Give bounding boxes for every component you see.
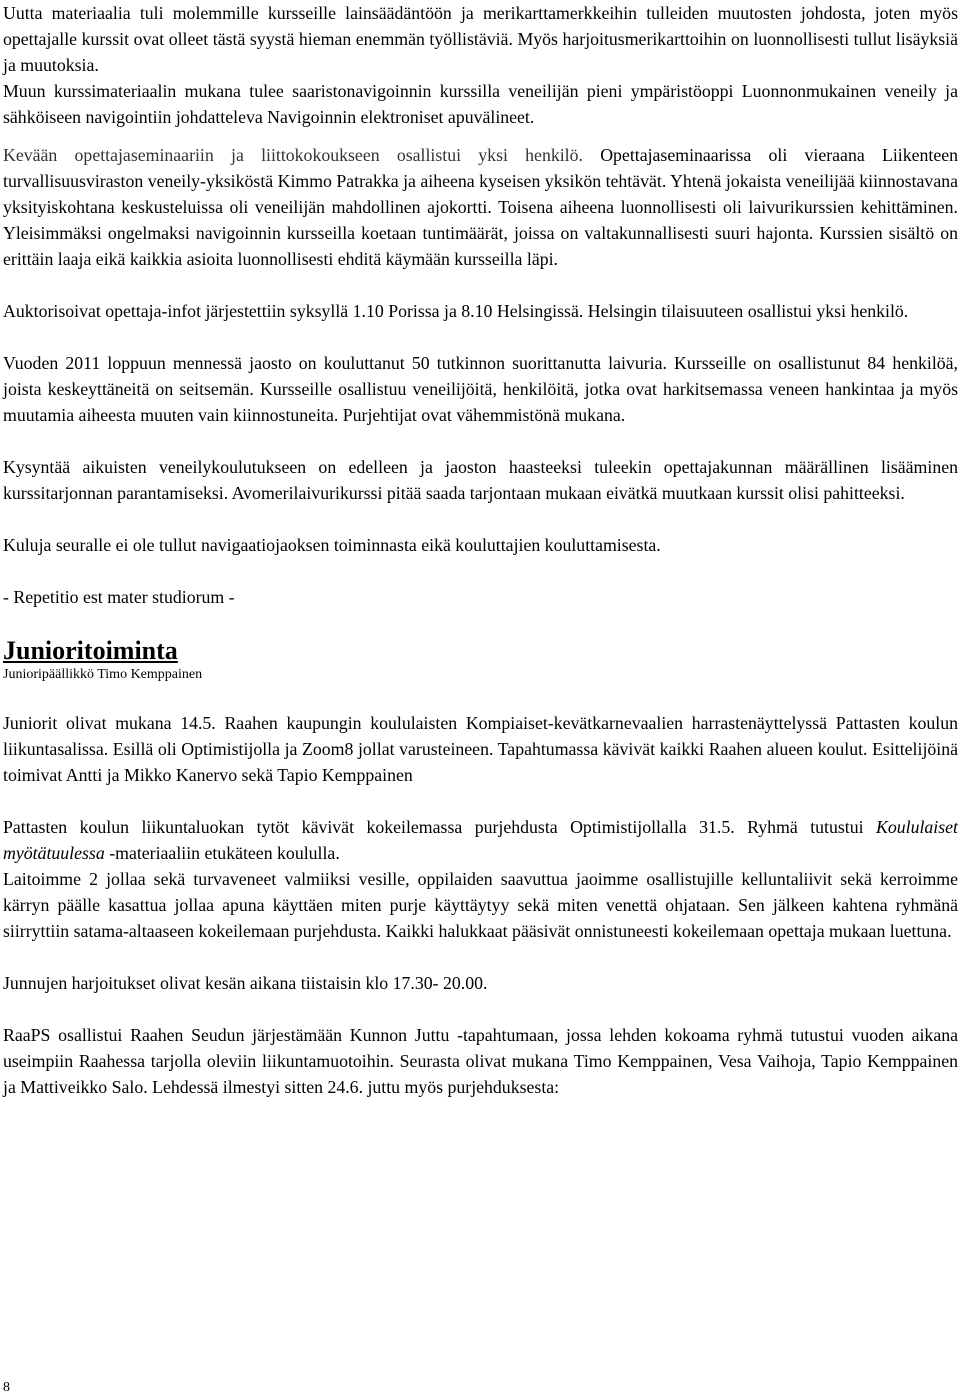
motto: - Repetitio est mater studiorum - [3, 587, 235, 607]
school-trial-text-end: -materiaaliin etukäteen koululla. [104, 843, 340, 863]
paragraph-kunnon-juttu: RaaPS osallistui Raahen Seudun järjestämään Kunnon Juttu -tapahtumaan, jossa lehden kokoama ryhmä tutustui vuoden aikana useimpiin Raahessa tarjolla oleviin liikuntamuotoihin. Seurasta olivat mukana Timo Kemppainen, Vesa Vaihoja, Tapio Kemppainen ja Mattiveikko Salo. Lehdessä ilmestyi sitten 24.6. juttu myös purjehduksesta: [3, 1025, 958, 1097]
material-title: Koululaiset myötätuulessa [3, 817, 958, 863]
paragraph-material-updates: Uutta materiaalia tuli molemmille kursseille lainsäädäntöön ja merikarttamerkkeihin tulleiden muutosten johdosta, joten myös opettajalle kurssit ovat olleet tästä syystä hieman enemmän työllistäviä. Myös harjoitusmerikarttoihin on luonnollisesti tullut lisäyksiä ja muutoksia. [3, 3, 958, 75]
section-subtitle: Junioripäällikkö Timo Kemppainen [3, 667, 203, 682]
paragraph-boat-preparation: Laitoimme 2 jollaa sekä turvaveneet valmiiksi vesille, oppilaiden saavuttua jaoimme osallistujille kelluntaliivit sekä kerroimme kärryn päälle kasattua jollaa apuna käyttäen miten purje käyttäytyy sekä miten venettä ohjataan. Sen jälkeen kahtena ryhmänä siirryttiin satama-altaaseen kokeilemaan purjehdusta. Kaikki halukkaat pääsivät onnistuneesti kokeilemaan opettaja mukaan luettuna. [3, 869, 958, 941]
paragraph-practice-times: Junnujen harjoitukset olivat kesän aikana tiistaisin klo 17.30- 20.00. [3, 973, 488, 993]
section-title: Junioritoiminta [3, 636, 178, 665]
school-trial-text-start: Pattasten koulun liikuntaluokan tytöt kävivät kokeilemassa purjehdusta Optimistijollalla 31.5. Ryhmä tutustui [3, 817, 876, 837]
paragraph-teacher-info: Auktorisoivat opettaja-infot järjestettiin syksyllä 1.10 Porissa ja 8.10 Helsingissä. Helsingin tilaisuuteen osallistui yksi henkilö. [3, 301, 909, 321]
paragraph-course-materials: Muun kurssimateriaalin mukana tulee saaristonavigoinnin kurssilla veneilijän pieni ympäristöoppi Luonnonmukainen veneily ja sähköiseen navigointiin johdatteleva Navigoinnin elektroniset apuvälineet. [3, 81, 958, 127]
page-number: 8 [3, 1380, 10, 1395]
paragraph-carnival: Juniorit olivat mukana 14.5. Raahen kaupungin koululaisten Kompiaiset-kevätkarnevaalien harrastenäyttelyssä Pattasten koulun liikuntasalissa. Esillä oli Optimistijolla ja Zoom8 jollat varusteineen. Tapahtumassa kävivät kaikki Raahen alueen koulut. Esittelijöinä toimivat Antti ja Mikko Kanervo sekä Tapio Kemppainen [3, 713, 958, 785]
paragraph-costs: Kuluja seuralle ei ole tullut navigaatiojaoksen toiminnasta eikä kouluttajien kouluttamisesta. [3, 535, 661, 555]
document-page [3, 0, 958, 1100]
paragraph-school-trial [3, 814, 958, 866]
seminar-details-text: Opettajaseminaarissa oli vieraana Liikenteen turvallisuusviraston veneily-yksiköstä Kimmo Patrakka ja aiheena kyseisen yksikön tehtävät. Yhtenä jokaista veneilijää kiinnostavana yksityiskohtana keskusteluissa oli veneilijän mahdollinen ajokortti. Toisena aiheena luonnollisesti oli laivurikurssien kehittäminen. Yleisimmäksi ongelmaksi navigoinnin kursseilla koetaan tuntimäärät, joissa on valtakunnallisesti suuri hajonta. Kurssien sisältö on erittäin laaja eikä kaikkia asioita luonnollisesti ehditä käymään kursseilla läpi. [3, 145, 959, 269]
paragraph-statistics: Vuoden 2011 loppuun mennessä jaosto on kouluttanut 50 tutkinnon suorittanutta laivuria. Kursseille on osallistunut 84 henkilöä, joista keskeyttäneitä on seitsemän. Kursseille osallistuu veneilijöitä, henkilöitä, jotka ovat harkitsemassa veneen hankintaa ja myös muutamia aiheesta muuten vain kiinnostuneita. Purjehtijat ovat vähemmistönä mukana. [3, 353, 958, 425]
paragraph-demand: Kysyntää aikuisten veneilykoulutukseen on edelleen ja jaoston haasteeksi tuleekin opettajakunnan määrällinen lisääminen kurssitarjonnan parantamiseksi. Avomerilaivurikurssi pitää saada tarjontaan mukaan eivätkä muutkaan kurssit olisi pahitteeksi. [3, 457, 958, 503]
paragraph-teacher-seminar [3, 142, 958, 272]
seminar-intro-text: Kevään opettajaseminaariin ja liittokokoukseen osallistui yksi henkilö. [3, 145, 583, 165]
